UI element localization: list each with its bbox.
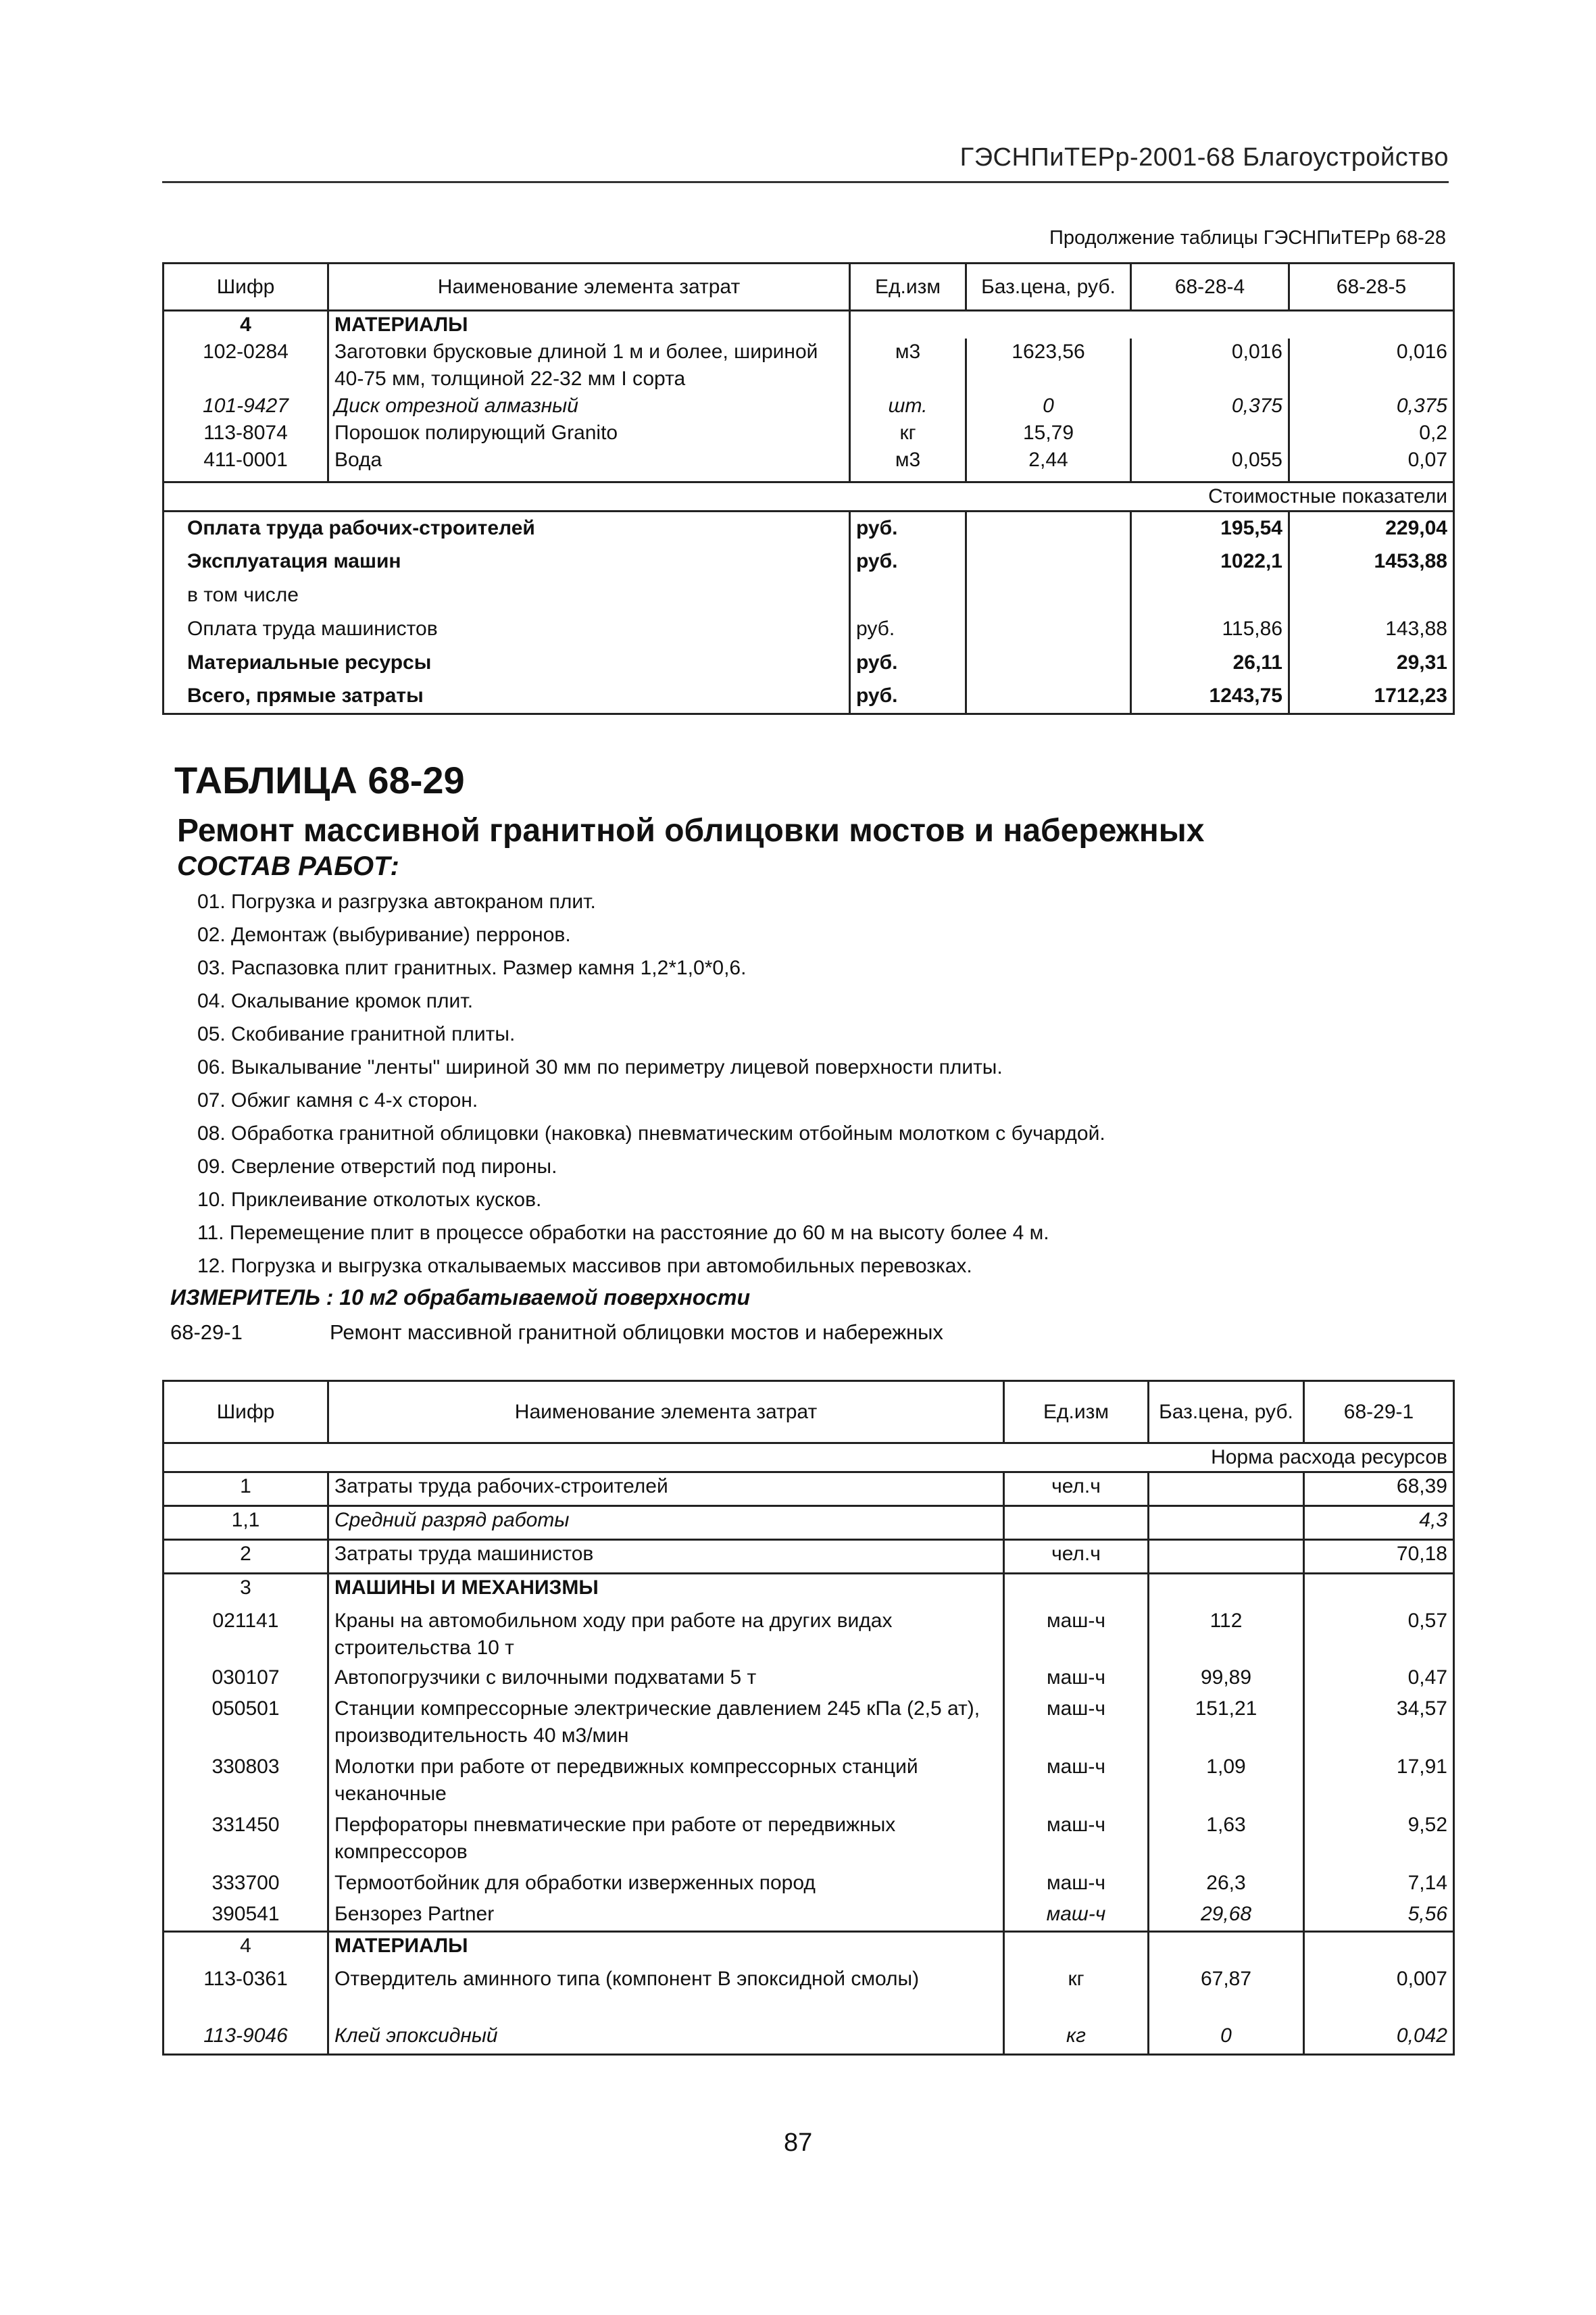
table-row: 113-9046 Клей эпоксидный кг 0 0,042 [164,2022,1454,2055]
table-row: 390541 Бензорез Partner маш-ч 29,68 5,56 [164,1901,1454,1932]
list-item: 01. Погрузка и разгрузка автокраном плит. [197,891,596,913]
norm-header-row: Норма расхода ресурсов [164,1443,1454,1472]
table-row: 021141 Краны на автомобильном ходу при работе на других видах строительства 10 т маш-ч 112 0,57 [164,1603,1454,1664]
item-name: Ремонт массивной гранитной облицовки мостов и набережных [330,1320,943,1344]
list-item: 08. Обработка гранитной облицовки (наковка) пневматическим отбойным молотком с бучардой. [197,1122,1105,1145]
running-header: ГЭСНПиТЕРр-2001-68 Благоустройство [959,143,1449,172]
col-header-name: Наименование элемента затрат [328,1381,1004,1443]
cost-row: Эксплуатация машин руб. 1022,1 1453,88 [164,545,1454,578]
measurement-unit: ИЗМЕРИТЕЛЬ : 10 м2 обрабатываемой поверхности [170,1285,751,1310]
item-code: 68-29-1 [170,1320,243,1344]
composition-label: СОСТАВ РАБОТ: [177,851,399,881]
list-item: 06. Выкалывание "ленты" шириной 30 мм по периметру лицевой поверхности плиты. [197,1056,1003,1078]
table-header-row [164,264,1454,311]
item-code-line [170,1320,943,1345]
table-row: 113-0361 Отвердитель аминного типа (компонент В эпоксидной смолы) кг 67,87 0,007 [164,1962,1454,2022]
table-68-28 [162,262,1455,715]
list-item: 09. Сверление отверстий под пироны. [197,1155,557,1178]
table-row: 101-9427 Диск отрезной алмазный шт. 0 0,375 0,375 [164,393,1454,420]
table-row: 030107 Автопогрузчики с вилочными подхватами 5 т маш-ч 99,89 0,47 [164,1664,1454,1695]
table-row: 4 МАТЕРИАЛЫ [164,311,1454,339]
col-header-code: Шифр [164,1381,328,1443]
list-item: 10. Приклеивание отколотых кусков. [197,1189,542,1211]
cost-row: Оплата труда рабочих-строителей руб. 195,54 229,04 [164,511,1454,545]
table-continuation-caption: Продолжение таблицы ГЭСНПиТЕРр 68-28 [1049,227,1446,249]
list-item: 05. Скобивание гранитной плиты. [197,1023,516,1045]
list-item: 02. Демонтаж (выбуривание) перронов. [197,924,571,946]
table-68-29 [162,1380,1455,2056]
table-row: 1,1 Средний разряд работы 4,3 [164,1506,1454,1540]
cost-indicators-header: Стоимостные показатели [164,482,1454,511]
works-list [197,885,1105,1283]
col-header-name: Наименование элемента затрат [328,264,850,311]
list-item: 12. Погрузка и выгрузка откалываемых массивов при автомобильных перевозках. [197,1255,972,1277]
col-header-68-28-5: 68-28-5 [1289,264,1454,311]
table-row: 333700 Термоотбойник для обработки изверженных пород маш-ч 26,3 7,14 [164,1870,1454,1901]
table-row: 102-0284 Заготовки брусковые длиной 1 м и более, шириной 40-75 мм, толщиной 22-32 мм I сорта м3 1623,56 0,016 0,016 [164,339,1454,393]
table-row: 411-0001 Вода м3 2,44 0,055 0,07 [164,447,1454,482]
list-item: 03. Распазовка плит гранитных. Размер камня 1,2*1,0*0,6. [197,957,747,979]
table-header-row [164,1381,1454,1443]
header-rule [162,181,1449,183]
table-row: 330803 Молотки при работе от передвижных компрессорных станций чеканочные маш-ч 1,09 17,91 [164,1753,1454,1812]
list-item: 04. Окалывание кромок плит. [197,990,474,1012]
table-subtitle: Ремонт массивной гранитной облицовки мостов и набережных [177,813,1205,849]
table-row: 3 МАШИНЫ И МЕХАНИЗМЫ [164,1574,1454,1603]
col-header-68-29-1: 68-29-1 [1304,1381,1454,1443]
col-header-unit: Ед.изм [850,264,966,311]
table-row: 050501 Станции компрессорные электрические давлением 245 кПа (2,5 ат), производительность 40 м3/мин маш-ч 151,21 34,57 [164,1695,1454,1753]
cost-row: Оплата труда машинистов руб. 115,86 143,88 [164,612,1454,646]
table-row: 2 Затраты труда машинистов чел.ч 70,18 [164,1540,1454,1574]
cost-row: в том числе [164,578,1454,612]
col-header-unit: Ед.изм [1004,1381,1149,1443]
col-header-price: Баз.цена, руб. [966,264,1131,311]
col-header-code: Шифр [164,264,328,311]
list-item: 07. Обжиг камня с 4-х сторон. [197,1089,478,1112]
cost-row-total: Всего, прямые затраты руб. 1243,75 1712,23 [164,680,1454,714]
table-row: 4 МАТЕРИАЛЫ [164,1932,1454,1962]
table-row: 1 Затраты труда рабочих-строителей чел.ч 68,39 [164,1472,1454,1506]
col-header-price: Баз.цена, руб. [1149,1381,1304,1443]
col-header-68-28-4: 68-28-4 [1131,264,1289,311]
table-row: 331450 Перфораторы пневматические при работе от передвижных компрессоров маш-ч 1,63 9,52 [164,1812,1454,1870]
list-item: 11. Перемещение плит в процессе обработки на расстояние до 60 м на высоту более 4 м. [197,1222,1049,1244]
table-title: ТАБЛИЦА 68-29 [174,759,465,801]
cost-row: Материальные ресурсы руб. 26,11 29,31 [164,646,1454,680]
page-number: 87 [784,2129,813,2157]
table-row: 113-8074 Порошок полирующий Granito кг 15,79 0,2 [164,420,1454,447]
